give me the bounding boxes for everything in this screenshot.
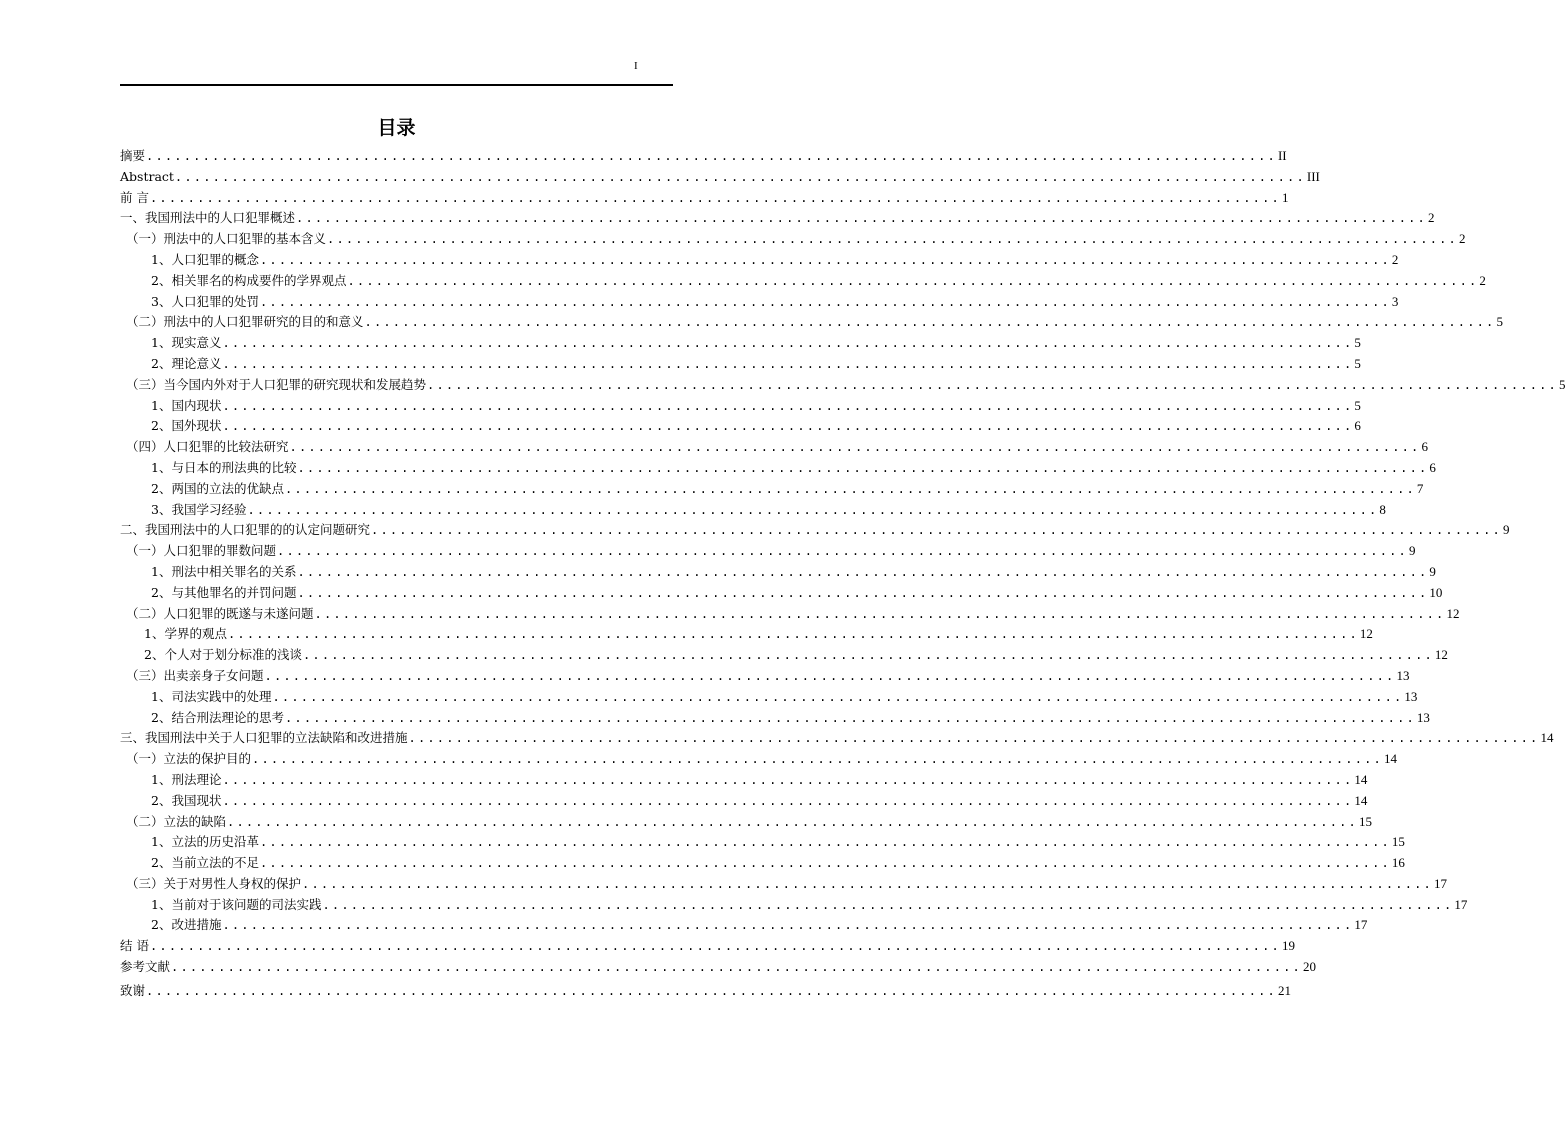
toc-entry[interactable] <box>120 500 1386 521</box>
toc-dot-leader: ........................................................................................................................ <box>146 983 1277 998</box>
toc-dot-leader: ........................................................................................................................ <box>227 814 1358 829</box>
toc-dot-leader: ........................................................................................................................ <box>146 149 1277 163</box>
toc-entry-label: 2、理论意义 <box>151 355 222 371</box>
toc-entry-page: 5 <box>1496 314 1503 330</box>
toc-entry[interactable] <box>120 562 1436 583</box>
toc-entry-page: 16 <box>1391 855 1405 871</box>
toc-dot-leader: ........................................................................................................................ <box>222 398 1354 413</box>
toc-entry[interactable] <box>120 437 1428 458</box>
toc-entry-label: 摘要 <box>120 148 146 163</box>
toc-entry[interactable] <box>120 645 1448 666</box>
toc-entry-label: 1、刑法理论 <box>151 771 222 787</box>
table-of-contents <box>120 146 1565 1002</box>
toc-entry-page: 21 <box>1277 982 1291 998</box>
toc-entry-page: 5 <box>1354 397 1361 413</box>
toc-dot-leader: ........................................................................................................................ <box>259 252 1391 267</box>
toc-entry[interactable] <box>120 728 1554 749</box>
toc-entry[interactable] <box>120 624 1373 645</box>
toc-entry-page: 14 <box>1383 751 1397 767</box>
toc-entry[interactable] <box>120 687 1418 708</box>
toc-entry-label: （二）刑法中的人口犯罪研究的目的和意义 <box>126 314 364 330</box>
toc-dot-leader: ........................................................................................................................ <box>408 731 1540 746</box>
toc-dot-leader: ........................................................................................................................ <box>227 627 1359 642</box>
toc-entry-label: 二、我国刑法中的人口犯罪的的认定问题研究 <box>120 522 371 538</box>
toc-entry-page: 1 <box>1281 189 1289 205</box>
toc-dot-leader: ........................................................................................................................ <box>149 939 1281 954</box>
toc-dot-leader: ........................................................................................................................ <box>322 897 1454 912</box>
toc-entry-label: 1、国内现状 <box>151 397 222 413</box>
toc-entry-label: （一）人口犯罪的罪数问题 <box>126 543 277 559</box>
header-rule <box>120 84 673 86</box>
toc-dot-leader: ........................................................................................................................ <box>259 856 1391 871</box>
toc-entry-page: 3 <box>1391 293 1399 309</box>
toc-entry[interactable] <box>120 812 1372 833</box>
toc-entry-label: 2、个人对于划分标准的浅谈 <box>144 647 302 663</box>
toc-title: 目录 <box>377 117 416 139</box>
toc-entry-label: 1、学界的观点 <box>144 626 227 642</box>
toc-entry-label: 2、两国的立法的优缺点 <box>151 480 284 496</box>
toc-entry[interactable] <box>120 167 1320 188</box>
toc-entry[interactable] <box>120 915 1368 936</box>
toc-entry-label: （二）人口犯罪的既遂与未遂问题 <box>126 605 314 621</box>
page-number: I <box>634 60 638 72</box>
toc-entry-page: 2 <box>1427 210 1435 226</box>
toc-entry[interactable] <box>120 146 1287 167</box>
toc-dot-leader: ........................................................................................................................ <box>427 377 1558 392</box>
toc-dot-leader: ........................................................................................................................ <box>284 481 1416 496</box>
toc-entry-label: （二）立法的缺陷 <box>126 813 227 829</box>
toc-entry-page: II <box>1277 148 1287 163</box>
toc-entry-label: 2、与其他罪名的并罚问题 <box>151 584 297 600</box>
toc-entry-page: 15 <box>1358 813 1372 829</box>
toc-entry[interactable] <box>120 229 1466 250</box>
toc-entry[interactable] <box>120 375 1565 396</box>
toc-entry[interactable] <box>120 520 1510 541</box>
toc-dot-leader: ........................................................................................................................ <box>264 668 1396 683</box>
toc-entry-label: 2、我国现状 <box>151 792 222 808</box>
toc-entry-page: 12 <box>1434 647 1448 663</box>
toc-entry-label: 1、与日本的刑法典的比较 <box>151 459 297 475</box>
toc-entry-page: 7 <box>1416 480 1424 496</box>
toc-entry[interactable] <box>120 936 1295 957</box>
toc-entry[interactable] <box>120 832 1405 853</box>
toc-entry-page: 14 <box>1354 771 1368 787</box>
toc-entry-page: 12 <box>1446 605 1460 621</box>
toc-entry-page: 19 <box>1281 938 1295 954</box>
toc-entry[interactable] <box>120 874 1447 895</box>
toc-entry-label: 1、刑法中相关罪名的关系 <box>151 563 297 579</box>
toc-dot-leader: ........................................................................................................................ <box>371 523 1502 538</box>
toc-entry[interactable] <box>120 312 1503 333</box>
toc-entry[interactable] <box>120 354 1361 375</box>
toc-dot-leader: ........................................................................................................................ <box>327 232 1458 247</box>
toc-dot-leader: ........................................................................................................................ <box>296 211 1427 226</box>
toc-entry-label: 1、现实意义 <box>151 335 222 351</box>
toc-entry-page: 17 <box>1433 875 1447 891</box>
toc-entry-page: 10 <box>1429 584 1443 600</box>
toc-entry-label: 2、结合刑法理论的思考 <box>151 709 284 725</box>
toc-dot-leader: ........................................................................................................................ <box>297 460 1429 475</box>
toc-entry-page: 13 <box>1404 688 1418 704</box>
toc-entry-page: 2 <box>1458 231 1466 247</box>
toc-entry-label: 3、人口犯罪的处罚 <box>151 293 259 309</box>
toc-entry-label: 前 言 <box>120 189 149 205</box>
toc-entry-page: 9 <box>1502 522 1510 538</box>
toc-entry[interactable] <box>120 749 1397 770</box>
toc-entry-label: 一、我国刑法中的人口犯罪概述 <box>120 210 296 226</box>
toc-entry-page: 12 <box>1359 626 1373 642</box>
toc-dot-leader: ........................................................................................................................ <box>259 294 1391 309</box>
toc-entry-label: 2、相关罪名的构成要件的学界观点 <box>151 272 347 288</box>
toc-dot-leader: ........................................................................................................................ <box>302 648 1434 663</box>
toc-entry[interactable] <box>120 396 1361 417</box>
toc-entry-label: 致谢 <box>120 982 146 998</box>
toc-dot-leader: ........................................................................................................................ <box>222 793 1354 808</box>
toc-dot-leader: ........................................................................................................................ <box>272 689 1404 704</box>
toc-entry-label: 1、立法的历史沿革 <box>151 834 259 850</box>
toc-entry-page: 5 <box>1354 355 1361 371</box>
toc-entry-label: 2、当前立法的不足 <box>151 855 259 871</box>
toc-entry[interactable] <box>120 208 1435 229</box>
toc-entry-label: （一）刑法中的人口犯罪的基本含义 <box>126 231 327 247</box>
toc-entry-label: （三）关于对男性人身权的保护 <box>126 875 302 891</box>
toc-entry[interactable] <box>120 770 1368 791</box>
toc-dot-leader: ........................................................................................................................ <box>149 190 1281 205</box>
toc-dot-leader: ........................................................................................................................ <box>314 606 1446 621</box>
toc-entry-page: 17 <box>1354 917 1368 933</box>
toc-entry-page: 8 <box>1379 501 1386 517</box>
toc-entry-label: 3、我国学习经验 <box>151 501 247 517</box>
toc-entry[interactable] <box>120 479 1424 500</box>
toc-dot-leader: ........................................................................................................................ <box>222 419 1354 434</box>
toc-dot-leader: ........................................................................................................................ <box>297 564 1429 579</box>
toc-entry-page: 2 <box>1391 251 1399 267</box>
toc-entry-page: 13 <box>1416 709 1430 725</box>
toc-entry-label: 2、改进措施 <box>151 917 222 933</box>
toc-dot-leader: ........................................................................................................................ <box>171 960 1302 975</box>
toc-dot-leader: ........................................................................................................................ <box>252 752 1383 767</box>
toc-entry-page: 5 <box>1558 376 1565 392</box>
toc-entry-label: Abstract <box>120 168 174 184</box>
toc-dot-leader: ........................................................................................................................ <box>284 710 1416 725</box>
toc-entry[interactable] <box>120 271 1486 292</box>
toc-entry-page: 15 <box>1391 834 1405 850</box>
toc-entry-label: 1、司法实践中的处理 <box>151 688 272 704</box>
toc-dot-leader: ........................................................................................................................ <box>222 918 1354 933</box>
toc-entry-label: 参考文献 <box>120 959 171 975</box>
toc-entry[interactable] <box>120 957 1316 978</box>
toc-entry-page: 14 <box>1540 730 1554 746</box>
toc-entry-page: 5 <box>1354 335 1361 351</box>
toc-entry-label: 结 语 <box>120 938 149 954</box>
toc-dot-leader: ........................................................................................................................ <box>297 585 1429 600</box>
toc-dot-leader: ........................................................................................................................ <box>277 544 1408 559</box>
toc-dot-leader: ........................................................................................................................ <box>222 356 1354 371</box>
toc-entry[interactable] <box>120 416 1361 437</box>
toc-dot-leader: ........................................................................................................................ <box>222 772 1354 787</box>
toc-entry[interactable] <box>120 791 1368 812</box>
toc-entry[interactable] <box>120 458 1436 479</box>
toc-entry-page: 2 <box>1479 272 1486 288</box>
toc-entry[interactable] <box>120 666 1410 687</box>
toc-entry-label: （一）立法的保护目的 <box>126 751 252 767</box>
toc-dot-leader: ........................................................................................................................ <box>302 876 1433 891</box>
toc-entry[interactable] <box>120 708 1430 729</box>
toc-entry-label: 1、人口犯罪的概念 <box>151 251 259 267</box>
toc-entry[interactable] <box>120 250 1399 271</box>
toc-entry[interactable] <box>120 853 1405 874</box>
toc-entry[interactable] <box>120 541 1416 562</box>
toc-dot-leader: ........................................................................................................................ <box>222 336 1354 351</box>
toc-dot-leader: ........................................................................................................................ <box>259 835 1391 850</box>
toc-dot-leader: ........................................................................................................................ <box>364 315 1496 330</box>
toc-entry[interactable] <box>120 583 1443 604</box>
toc-entry-page: 6 <box>1429 459 1436 475</box>
toc-entry[interactable] <box>120 292 1399 313</box>
toc-entry[interactable] <box>120 604 1460 625</box>
toc-entry-label: （四）人口犯罪的比较法研究 <box>126 439 289 455</box>
toc-entry[interactable] <box>120 188 1289 209</box>
toc-entry-label: 三、我国刑法中关于人口犯罪的立法缺陷和改进措施 <box>120 730 408 746</box>
toc-entry[interactable] <box>120 895 1468 916</box>
toc-entry-page: 17 <box>1454 896 1468 912</box>
toc-entry-page: 20 <box>1302 959 1316 975</box>
toc-entry-page: 9 <box>1429 563 1436 579</box>
toc-entry-page: 14 <box>1354 792 1368 808</box>
toc-entry-label: （三）出卖亲身子女问题 <box>126 667 264 683</box>
toc-entry[interactable] <box>120 981 1291 1002</box>
toc-entry-page: 6 <box>1421 439 1428 455</box>
toc-entry[interactable] <box>120 333 1361 354</box>
toc-dot-leader: ........................................................................................................................ <box>247 502 1379 517</box>
toc-entry-label: 2、国外现状 <box>151 418 222 434</box>
toc-entry-page: 9 <box>1408 543 1416 559</box>
toc-dot-leader: ........................................................................................................................ <box>347 273 1479 288</box>
toc-entry-page: III <box>1306 168 1320 184</box>
toc-entry-page: 13 <box>1396 667 1410 683</box>
toc-entry-page: 6 <box>1354 418 1361 434</box>
toc-dot-leader: ........................................................................................................................ <box>174 169 1306 184</box>
toc-dot-leader: ........................................................................................................................ <box>289 440 1421 455</box>
toc-entry-label: （三）当今国内外对于人口犯罪的研究现状和发展趋势 <box>126 376 427 392</box>
toc-entry-label: 1、当前对于该问题的司法实践 <box>151 896 322 912</box>
